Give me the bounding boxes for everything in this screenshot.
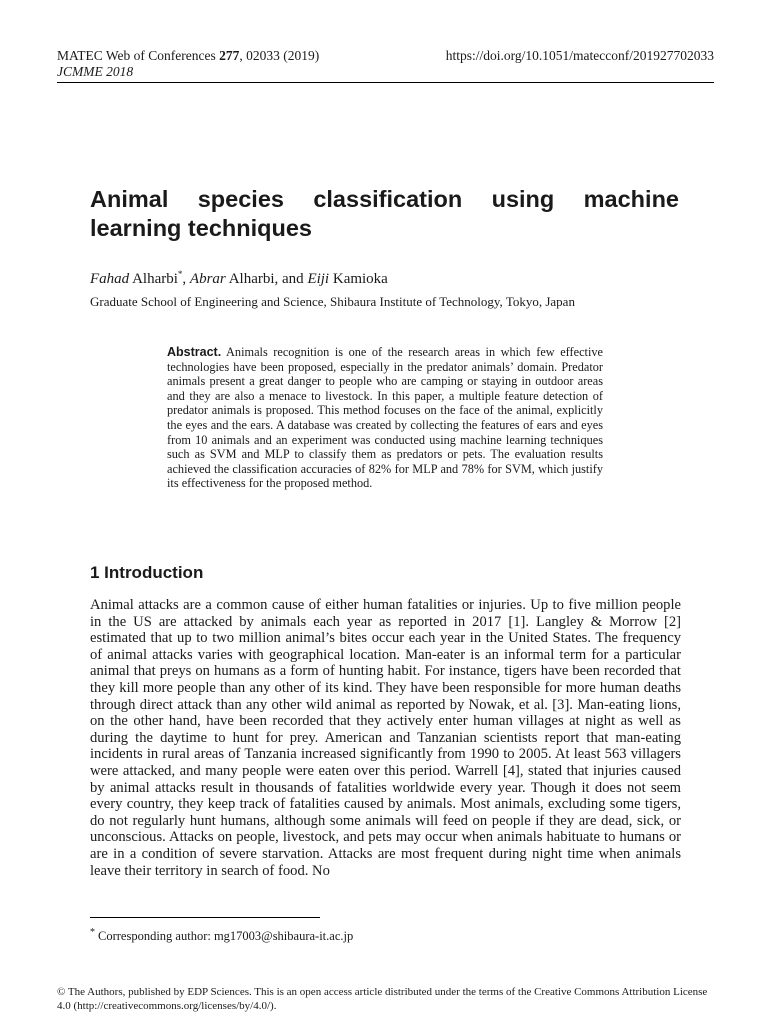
author-separator: , and bbox=[274, 271, 308, 287]
footnote-text: Corresponding author: mg17003@shibaura-it.ac.jp bbox=[98, 929, 354, 943]
footnote bbox=[90, 926, 354, 944]
footnote-mark: * bbox=[90, 926, 95, 938]
author-3-last-name: Kamioka bbox=[329, 271, 388, 287]
corresponding-author-mark: * bbox=[177, 269, 183, 279]
article-number: , 02033 (2019) bbox=[239, 48, 320, 63]
paper-title: Animal species classification using machine learning techniques bbox=[90, 186, 679, 241]
license-notice: © The Authors, published by EDP Sciences. This is an open access article distributed under the terms of the Creative Commons Attribution License 4.0 (http://creativecommons.org/licenses/by/4.0/). bbox=[57, 986, 708, 1012]
author-1-last-name: Alharbi bbox=[129, 271, 178, 287]
abstract-label: Abstract. bbox=[167, 345, 222, 359]
journal-name: MATEC Web of Conferences bbox=[57, 48, 220, 63]
footnote-divider bbox=[90, 917, 320, 918]
author-separator: , bbox=[182, 271, 190, 287]
author-list bbox=[90, 270, 388, 288]
journal-citation bbox=[57, 48, 319, 64]
header-divider bbox=[57, 82, 714, 83]
running-header bbox=[57, 48, 319, 80]
author-2-first-name: Abrar bbox=[189, 271, 226, 287]
doi-link[interactable]: https://doi.org/10.1051/matecconf/201927702033 bbox=[445, 48, 714, 63]
author-3-first-name: Eiji bbox=[307, 271, 330, 287]
journal-volume: 277 bbox=[219, 48, 240, 63]
author-2-last-name: Alharbi bbox=[225, 271, 275, 287]
abstract-text: Animals recognition is one of the research areas in which few effective technologies have been proposed, especially in the predator animals’ domain. Predator animals present a great danger to people who are camping or staying in outdoor areas and they are also a menace to livestock. In this paper, a multiple feature detection of predator animals is proposed. This method focuses on the face of the animal, explicitly the eyes and the ears. A database was created by collecting the features of ears and eyes from 10 animals and an experiment was conducted using machine learning techniques such as SVM and MLP to classify them as predators or pets. The evaluation results achieved the classification accuracies of 82% for MLP and 78% for SVM, which justify its effectiveness for the proposed method. bbox=[167, 345, 603, 491]
introduction-paragraph: Animal attacks are a common cause of either human fatalities or injuries. Up to five million people in the US are attacked by animals each year as reported in 2017 [1]. Langley & Morrow [2] estimated that up to two million animal’s bites occur each year in the United States. The frequency of animal attacks varies with geographical location. Man-eater is an informal term for a particular animal that preys on humans as a form of hunting habit. For instance, tigers have been recorded that they kill more people than any other of its kind. They have been responsible for more human deaths through direct attack than any other wild animal as reported by Nowak, et al. [3]. Man-eating lions, on the other hand, have been recorded that they actively enter human villages at night as well as during the daytime to hunt for prey. American and Tanzanian scientists report that man-eating incidents in rural areas of Tanzania increased significantly from 1990 to 2005. At least 563 villagers were attacked, and many people were eaten over this period. Warrell [4], stated that injuries caused by animal attacks result in thousands of fatalities worldwide every year. Though it does not seem every country, they keep track of fatalities caused by animals. Most animals, excluding some tigers, do not regularly hunt humans, although some animals will feed on people if they are dead, sick, or unconscious. Attacks on people, livestock, and pets may occur when animals habituate to humans or are in a condition of severe starvation. Attacks are most frequent during night time when animals leave their territory in search of food. No bbox=[90, 597, 681, 879]
author-1-first-name: Fahad bbox=[90, 271, 130, 287]
affiliation: Graduate School of Engineering and Science, Shibaura Institute of Technology, Tokyo, Japan bbox=[90, 294, 575, 309]
conference-name: JCMME 2018 bbox=[57, 64, 134, 79]
abstract bbox=[167, 345, 603, 491]
section-heading: 1 Introduction bbox=[90, 563, 204, 582]
